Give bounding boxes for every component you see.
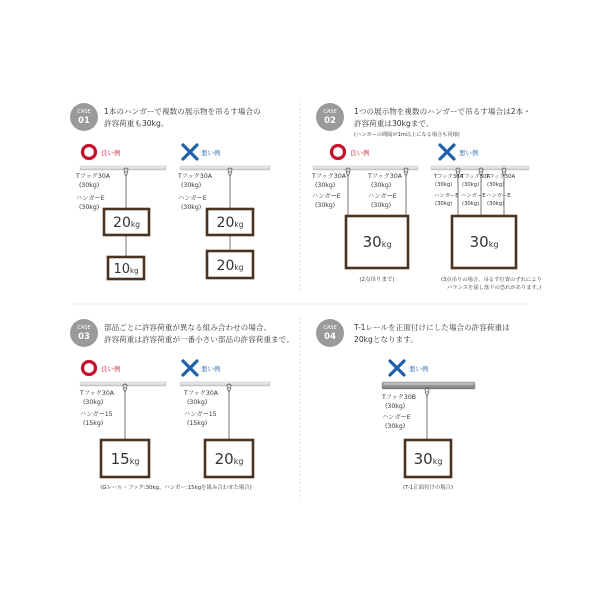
- case-badge-number: 03: [78, 332, 90, 342]
- hanger-label: ハンガーE: [486, 193, 511, 199]
- rail: [313, 166, 418, 170]
- caption: (Gレール・フック:30kg、ハンガー:15kgを組み合わせた場合): [100, 485, 252, 491]
- bad-label: 悪い例: [201, 365, 221, 373]
- hook-label: Tフック30A: [486, 174, 516, 180]
- hanger-capacity: (30kg): [385, 423, 406, 430]
- good-mark-icon: [83, 146, 96, 159]
- rail: [80, 166, 166, 170]
- hook-capacity: (30kg): [181, 182, 202, 189]
- hanger-capacity: (30kg): [79, 204, 100, 211]
- bad-mark-icon: [183, 145, 197, 159]
- bad-mark-icon: [440, 145, 454, 159]
- hook-capacity: (30kg): [83, 399, 104, 406]
- hook-capacity: (30kg): [487, 182, 505, 188]
- weight-label: 30kg: [413, 450, 443, 468]
- bad-mark-icon: [390, 361, 404, 375]
- hanger-label: ハンガーE: [76, 195, 105, 202]
- hook-capacity: (30kg): [385, 403, 406, 410]
- case-description-line-1: 部品ごとに許容荷重が異なる組み合わせの場合、: [104, 323, 272, 332]
- good-mark-icon: [332, 146, 345, 159]
- rail: [382, 382, 475, 389]
- hanger-capacity: (30kg): [315, 202, 336, 209]
- hook-icon: [425, 388, 429, 396]
- good-label: 良い例: [350, 149, 370, 157]
- case-badge-label: CASE: [323, 109, 337, 115]
- caption-line-1: (3点吊りの場合、吊るす位置のずれにより: [441, 277, 542, 283]
- hook-capacity: (30kg): [79, 182, 100, 189]
- hanger-capacity: (30kg): [487, 201, 505, 207]
- hook-capacity: (30kg): [315, 182, 336, 189]
- hook-label: Tフック30B: [382, 394, 417, 401]
- hanger-capacity: (15kg): [83, 420, 104, 427]
- case-description-line-2: 20kgとなります。: [354, 335, 418, 344]
- case-badge-label: CASE: [323, 325, 337, 331]
- weight-label: 10kg: [113, 262, 139, 277]
- caption: (2点吊りまで): [359, 277, 395, 283]
- caption: (T-1正面付けの場合): [402, 485, 454, 491]
- bad-mark-icon: [183, 361, 197, 375]
- hook-capacity: (30kg): [371, 182, 392, 189]
- hanger-capacity: (30kg): [181, 204, 202, 211]
- hanger-label: ハンガーE: [178, 195, 207, 202]
- hanger-label: ハンガーE: [382, 414, 411, 421]
- case-note: (ハンガーの間隔が1m以上になる場合も同様): [354, 132, 460, 138]
- case-badge-number: 04: [324, 332, 336, 342]
- weight-label: 15kg: [110, 450, 140, 468]
- case-badge-number: 01: [78, 116, 90, 126]
- hook-label: Tフック30A: [312, 173, 347, 180]
- hook-label: Tフック30A: [178, 173, 213, 180]
- hook-capacity: (30kg): [435, 182, 453, 188]
- weight-label: 20kg: [216, 258, 244, 274]
- case-description-line-1: T-1レールを正面付けにした場合の許容荷重は: [354, 323, 510, 332]
- hook-capacity: (30kg): [462, 182, 480, 188]
- hanger-capacity: (30kg): [371, 202, 392, 209]
- hanger-label: ハンガーE: [312, 193, 341, 200]
- case-description-line-1: 1つの展示物を複数のハンガーで吊るす場合は2本・: [354, 107, 531, 116]
- hanger-capacity: (15kg): [187, 420, 208, 427]
- caption-line-2: バランスを崩し落下の恐れがあります。): [447, 285, 542, 291]
- weight-label: 30kg: [469, 233, 499, 251]
- weight-label: 20kg: [216, 215, 244, 231]
- hanger-label: ハンガー15: [80, 411, 113, 418]
- weight-label: 30kg: [362, 233, 392, 251]
- bad-label: 悪い例: [201, 149, 221, 157]
- case-badge-number: 02: [324, 116, 336, 126]
- rail: [180, 166, 270, 170]
- case-description-line-2: 許容荷重は許容荷重が一番小さい部品の許容荷重まで。: [104, 335, 294, 344]
- case-02: [311, 103, 542, 291]
- rail: [180, 382, 270, 386]
- case-description-line-2: 許容荷重も30kg。: [104, 119, 169, 128]
- case-description-line-1: 1本のハンガーで複数の展示物を吊るす場合の: [104, 107, 261, 116]
- hanger-label: ハンガーE: [434, 193, 459, 199]
- hook-label: Tフック30A: [76, 173, 111, 180]
- hook-label: Tフック30A: [368, 173, 403, 180]
- case-description-line-2: 許容荷重は30kgまで。: [354, 119, 434, 128]
- hook-label: Tフック30A: [461, 174, 491, 180]
- case-01: [70, 103, 270, 279]
- bad-label: 悪い例: [409, 365, 429, 373]
- weight-label: 20kg: [214, 450, 244, 468]
- case-badge-label: CASE: [77, 109, 91, 115]
- weight-label: 20kg: [113, 215, 140, 231]
- hook-label: Tフック30A: [80, 390, 115, 397]
- good-mark-icon: [83, 362, 96, 375]
- bad-label: 悪い例: [459, 149, 479, 157]
- hook-label: Tフック30A: [434, 174, 464, 180]
- case-badge-label: CASE: [77, 325, 91, 331]
- hanger-capacity: (30kg): [435, 201, 453, 207]
- hanger-capacity: (30kg): [462, 201, 480, 207]
- good-label: 良い例: [101, 149, 121, 157]
- hanger-label: ハンガーE: [461, 193, 486, 199]
- hanger-label: ハンガーE: [368, 193, 397, 200]
- hanger-label: ハンガー15: [184, 411, 217, 418]
- good-label: 良い例: [101, 365, 121, 373]
- case-04: [316, 319, 510, 491]
- case-03: [70, 319, 294, 491]
- hook-capacity: (30kg): [187, 399, 208, 406]
- hook-label: Tフック30A: [184, 390, 219, 397]
